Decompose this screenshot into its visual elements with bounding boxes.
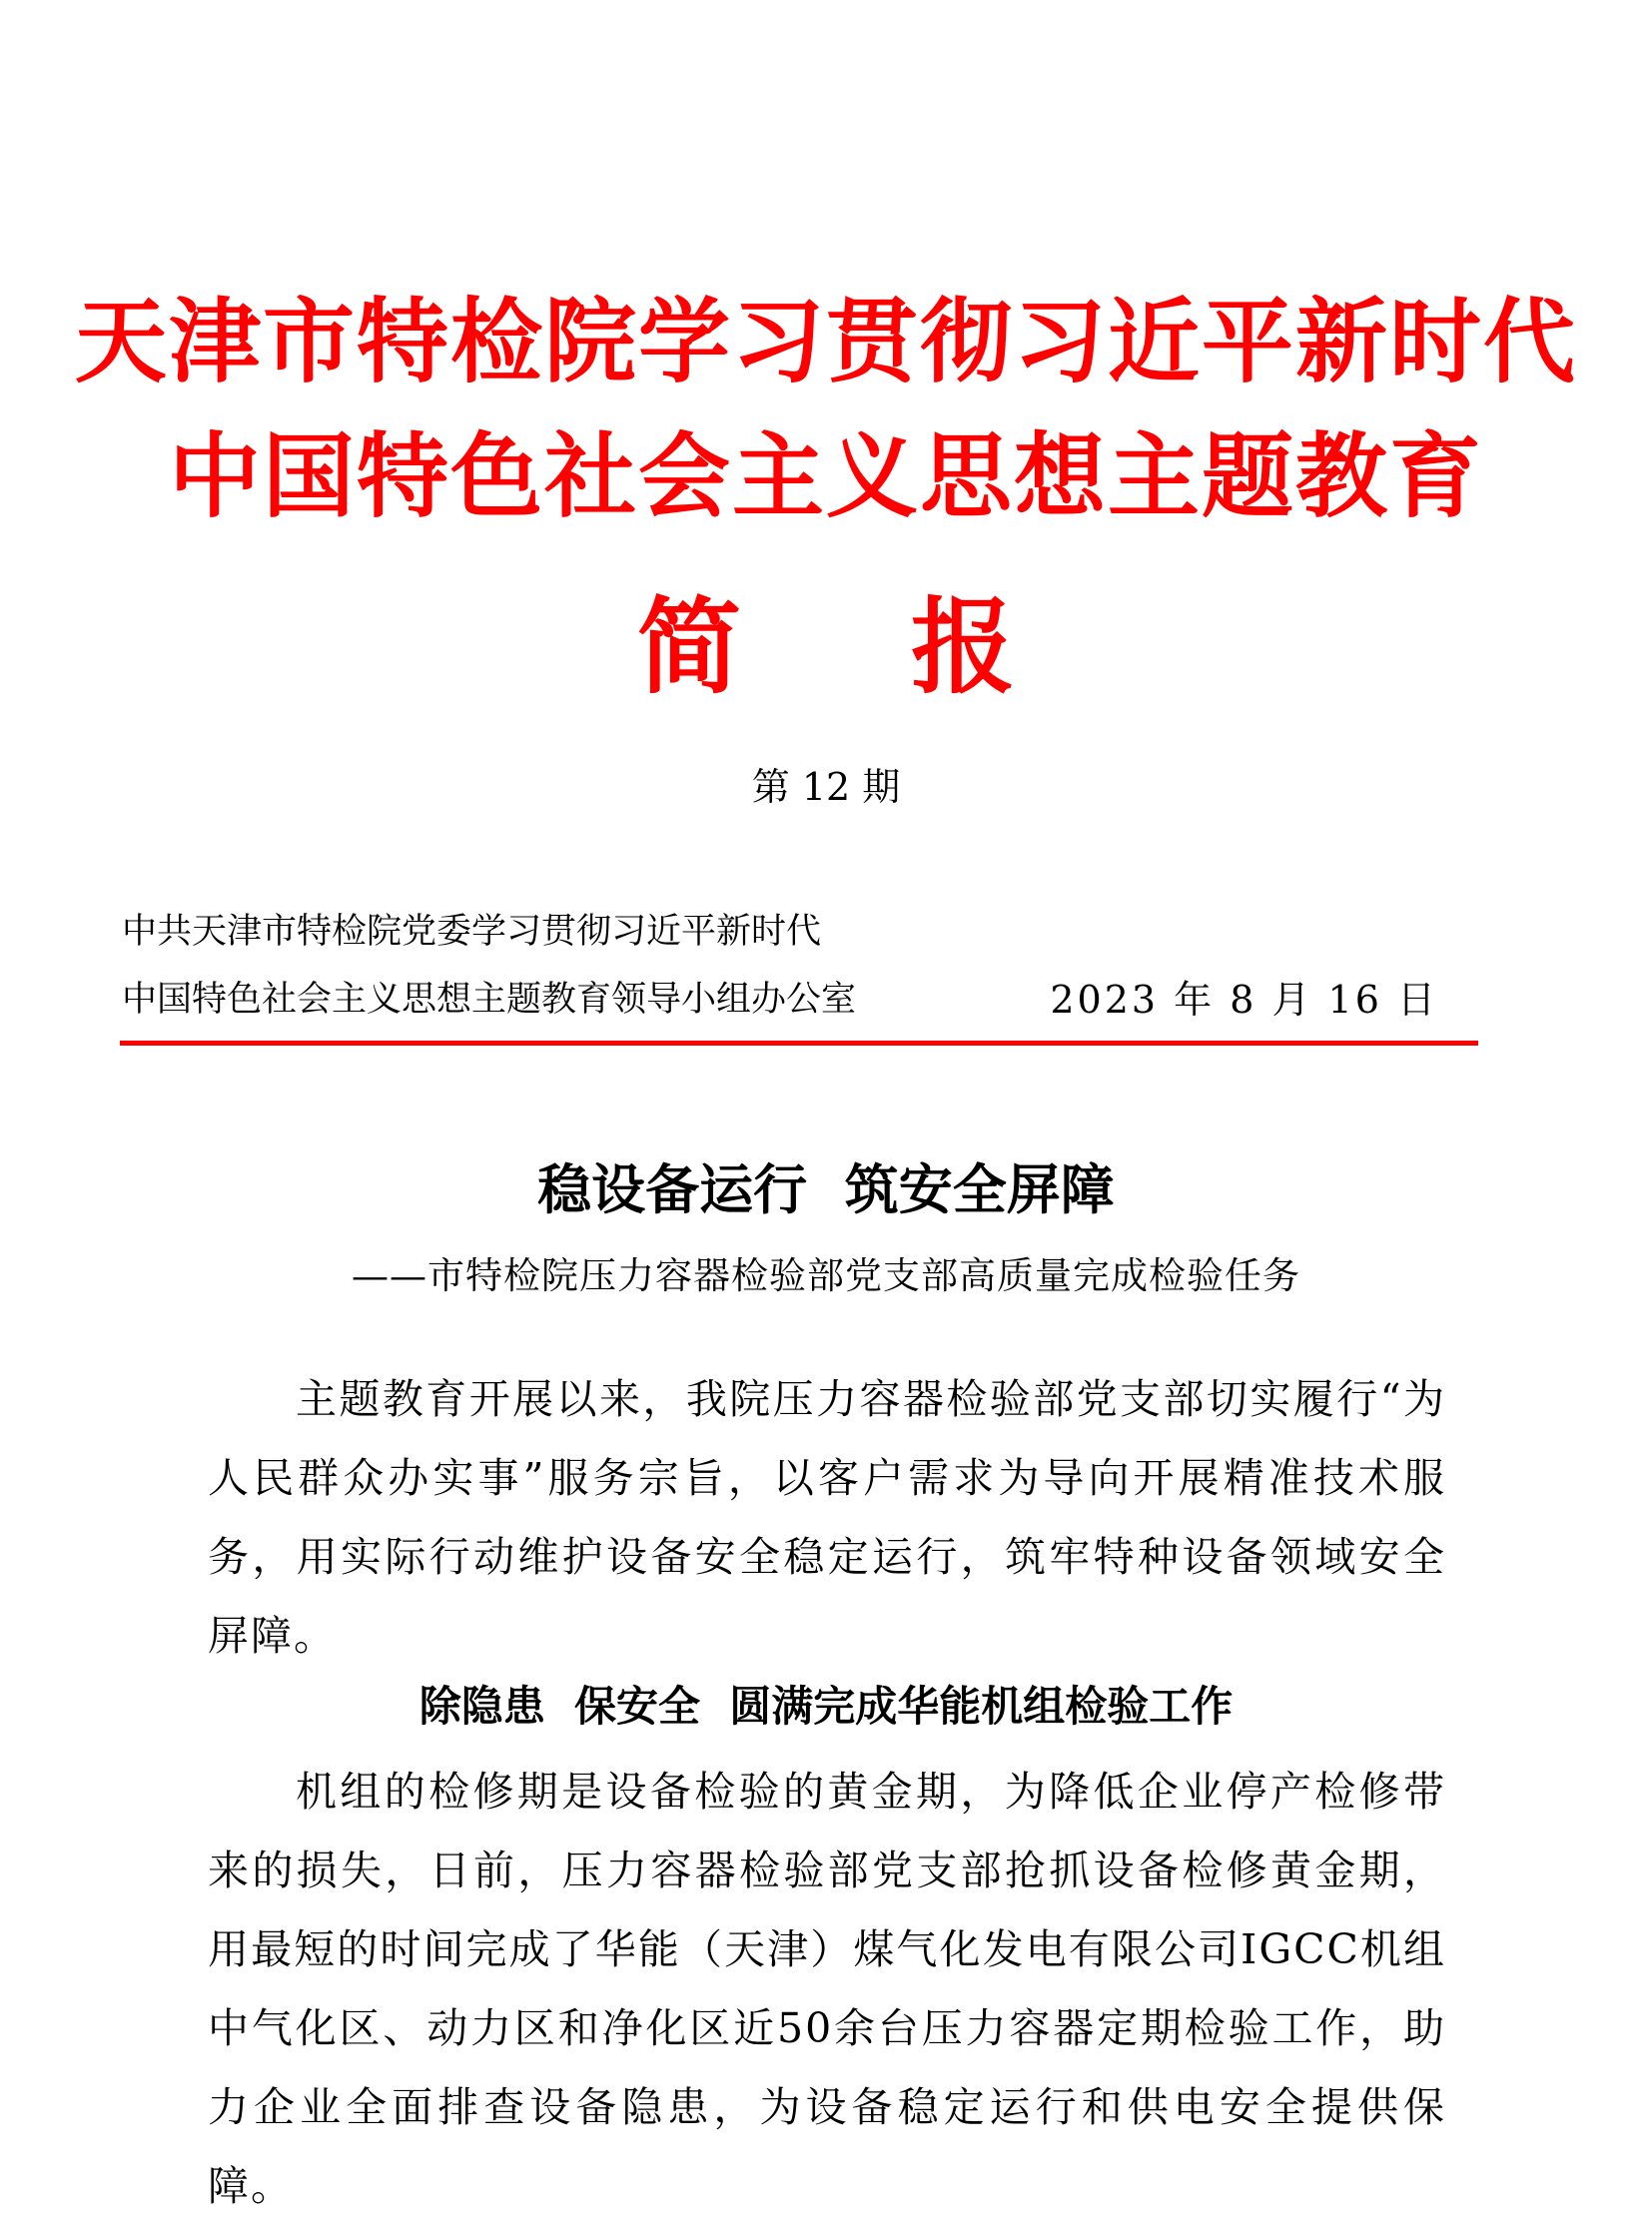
article-title: 稳设备运行 筑安全屏障: [537, 1158, 1115, 1221]
issue-number: 第 12 期: [751, 765, 901, 809]
article-subtitle: ——市特检院压力容器检验部党支部高质量完成检验任务: [352, 1254, 1300, 1297]
bulletin-char-2: 报: [911, 586, 1016, 708]
bulletin-char-1: 简: [636, 586, 741, 708]
section-heading: 除隐患 保安全 圆满完成华能机组检验工作: [418, 1682, 1234, 1731]
issuer-line2: 中国特色社会主义思想主题教育领导小组办公室: [122, 980, 857, 1020]
masthead-title-line2: 中国特色社会主义思想主题教育: [168, 423, 1483, 530]
bulletin-name: [0, 587, 1652, 707]
issuer-line1: 中共天津市特检院党委学习贯彻习近平新时代: [122, 912, 822, 952]
article-paragraph-body: 机组的检修期是设备检验的黄金期，为降低企业停产检修带来的损失，日前，压力容器检验部党支部抢抓设备检修黄金期，用最短的时间完成了华能（天津）煤气化发电有限公司IGCC机组中气化区、动力区和净化区近50余台压力容器定期检验工作，助力企业全面排查设备隐患，为设备稳定运行和供电安全提供保障。: [208, 1768, 1446, 2210]
masthead-divider: [120, 1041, 1478, 1046]
article-paragraph-intro: 主题教育开展以来，我院压力容器检验部党支部切实履行“为人民群众办实事”服务宗旨，以客户需求为导向开展精准技术服务，用实际行动维护设备安全稳定运行，筑牢特种设备领域安全屏障。: [208, 1375, 1446, 1660]
masthead-title-line1: 天津市特检院学习贯彻习近平新时代: [74, 289, 1577, 395]
issue-date: 2023 年 8 月 16 日: [1050, 978, 1438, 1022]
